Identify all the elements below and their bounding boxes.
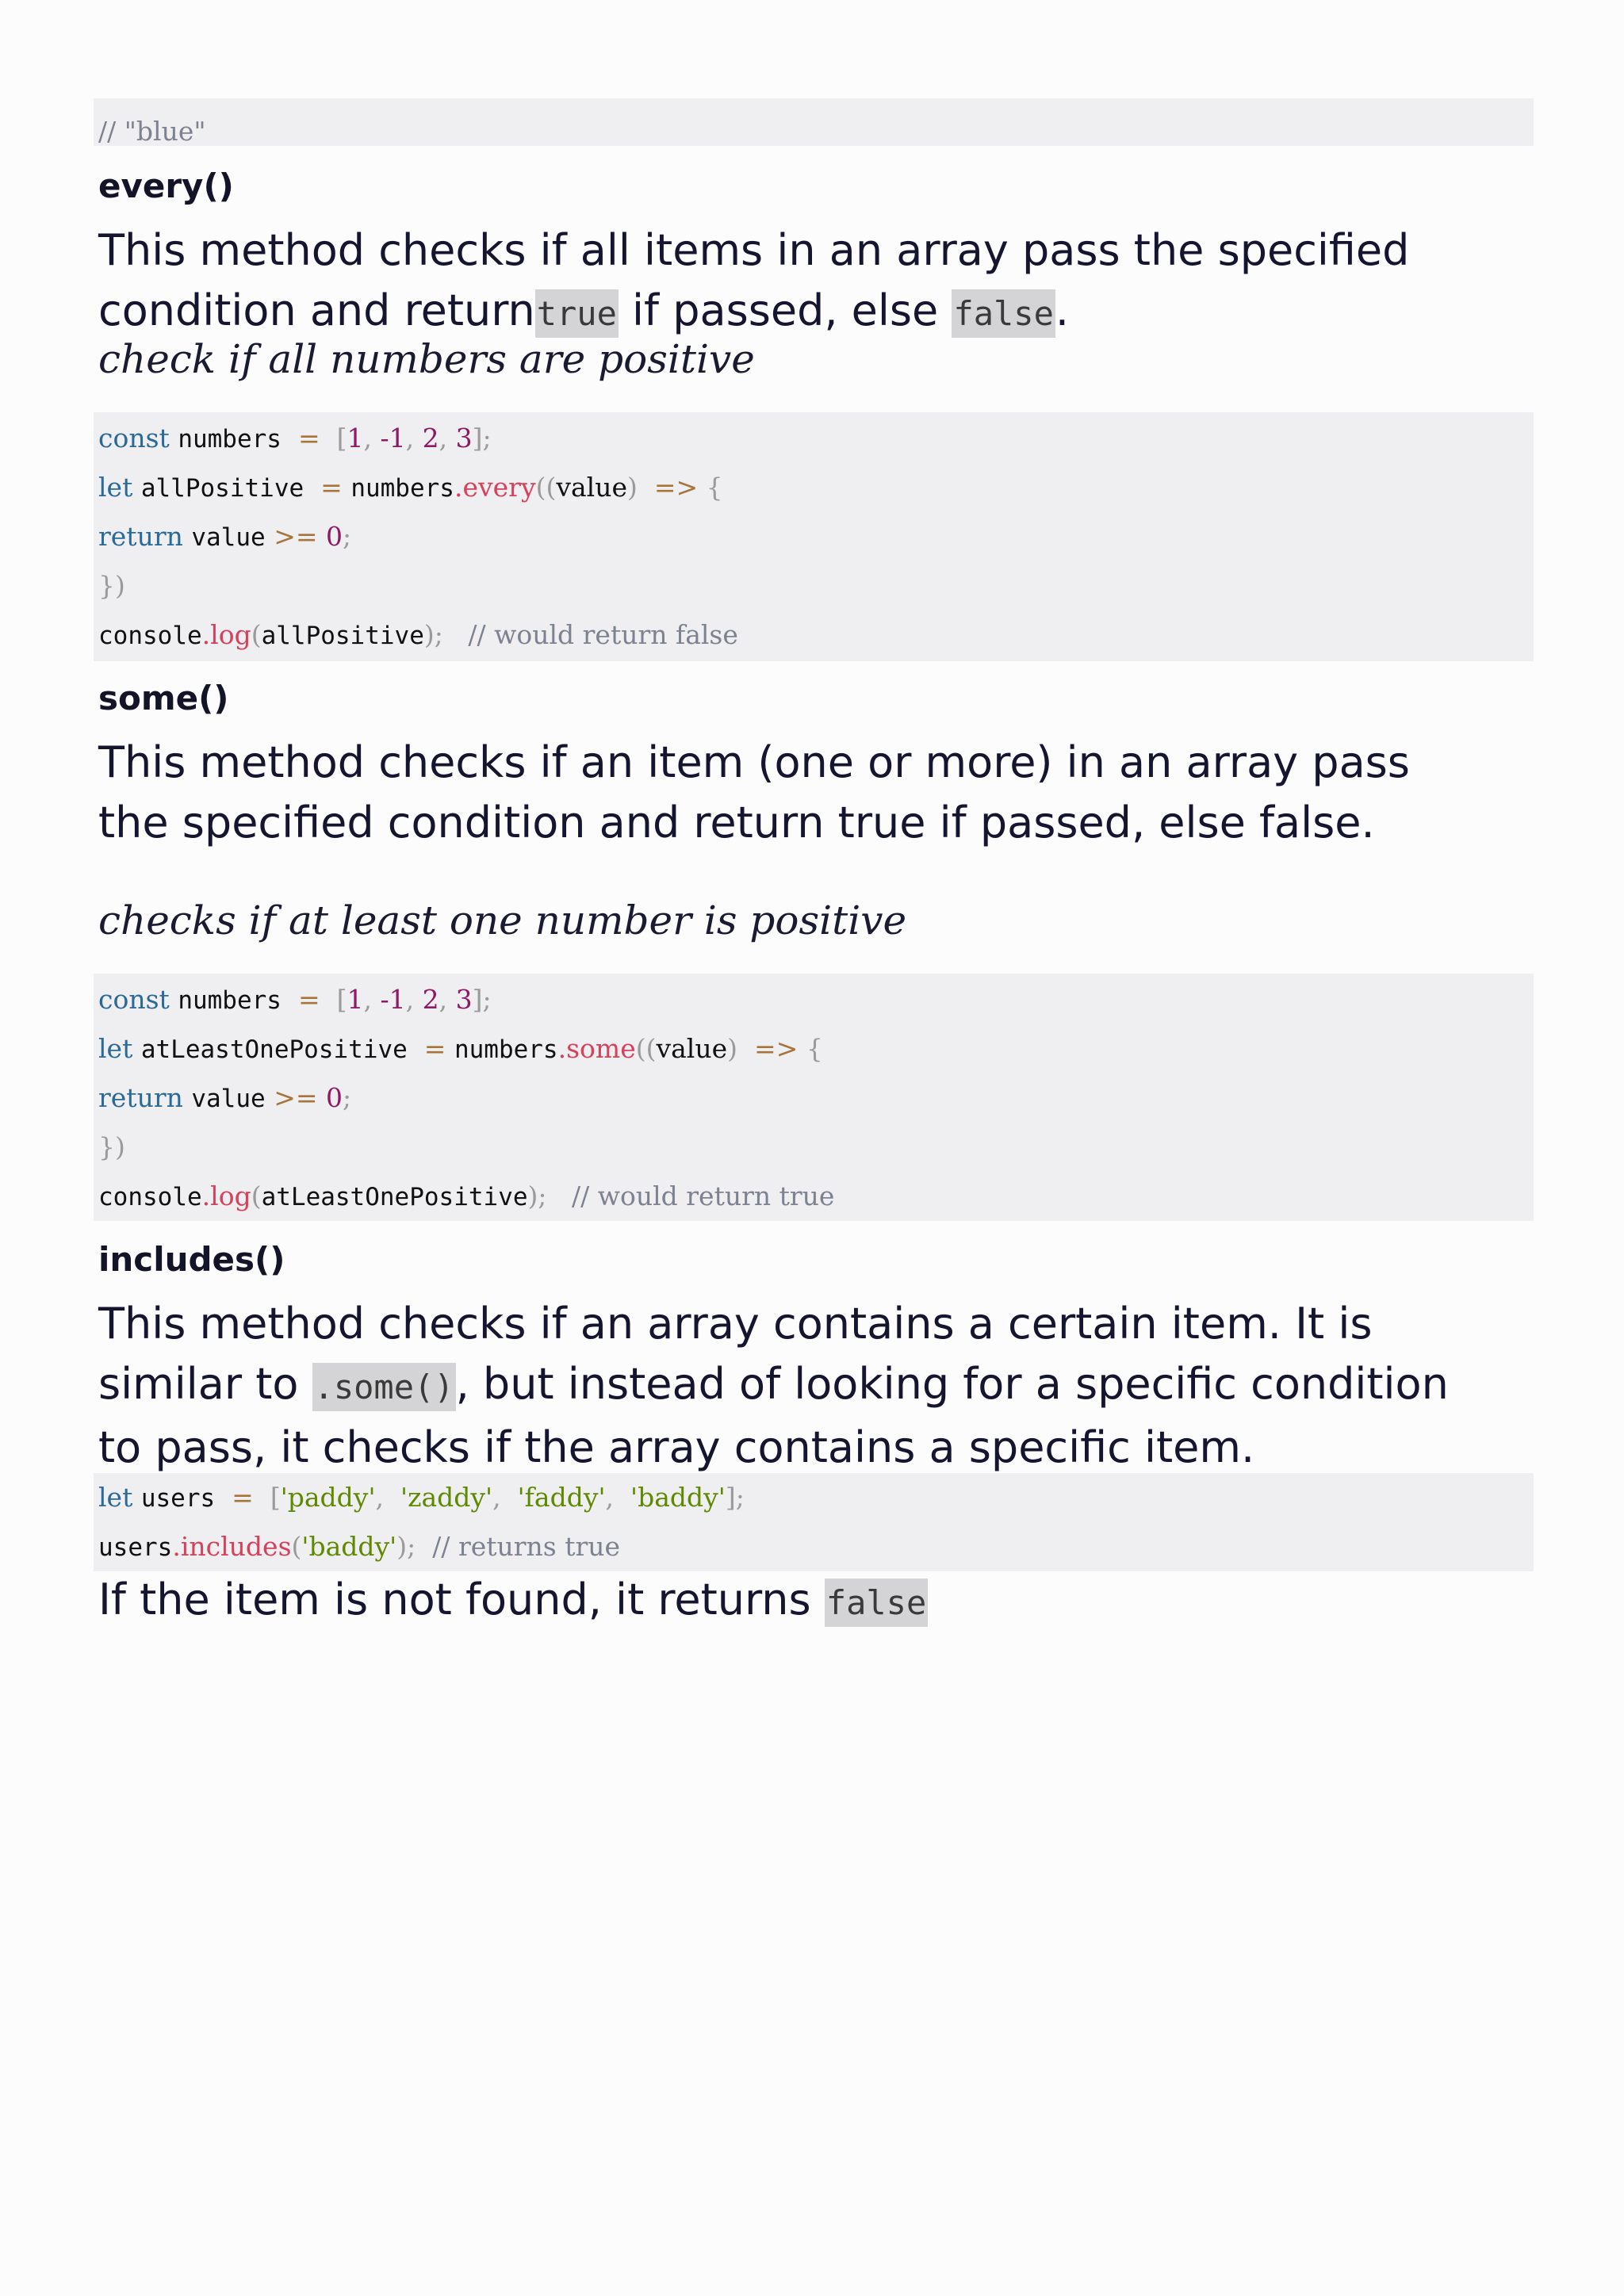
code-line: let users = ['paddy', 'zaddy', 'faddy', 'baddy']; [98, 1482, 745, 1513]
code-string: 'baddy' [301, 1531, 397, 1562]
code-line: const numbers = [1, -1, 2, 3]; [98, 423, 492, 453]
code-line [94, 463, 1534, 512]
code-number: 0 [326, 521, 343, 552]
code-punctuation: ); [527, 1181, 547, 1211]
code-punctuation: { [706, 472, 723, 503]
code-line: const numbers = [1, -1, 2, 3]; [98, 984, 492, 1015]
code-number: 2 [422, 423, 439, 453]
every-heading: every() [98, 166, 234, 205]
code-string: 'faddy' [517, 1482, 606, 1513]
code-identifier: console [98, 1183, 202, 1211]
code-function: some [566, 1033, 636, 1064]
code-punctuation: }) [98, 1131, 125, 1162]
code-punctuation: . [201, 1181, 211, 1211]
code-identifier: numbers [178, 425, 282, 453]
code-string: 'zaddy' [400, 1482, 493, 1513]
includes-desc-text-2: , but instead of looking for a specific condition to pass, it checks if the array contains a specific item. [98, 1359, 1449, 1472]
inline-code-some: .some() [312, 1363, 456, 1411]
inline-code-false: false [952, 289, 1055, 338]
code-punctuation: . [557, 1033, 567, 1064]
code-line [94, 1024, 1534, 1073]
code-line [94, 561, 1534, 610]
code-identifier: numbers [454, 1035, 558, 1064]
includes-heading: includes() [98, 1240, 285, 1279]
code-identifier: value [191, 1085, 266, 1113]
code-identifier: console [98, 622, 202, 650]
code-comment: // returns true [432, 1531, 621, 1562]
includes-footer-text: If the item is not found, it returns [98, 1575, 825, 1624]
code-punctuation: ) [627, 472, 638, 503]
code-parameter: value [656, 1033, 728, 1064]
includes-description [94, 1294, 1478, 1478]
code-line [94, 1123, 1534, 1172]
code-keyword: const [98, 423, 170, 453]
code-identifier: value [191, 523, 266, 552]
every-desc-text-3: . [1055, 285, 1070, 335]
code-punctuation: ; [343, 521, 352, 552]
code-number: 1 [347, 984, 364, 1015]
code-punctuation: (( [535, 472, 557, 503]
code-number: 3 [455, 984, 473, 1015]
code-operator: >= [274, 1082, 318, 1113]
code-punctuation: { [806, 1033, 823, 1064]
every-desc-text-2: if passed, else [618, 285, 952, 335]
includes-footer [94, 1570, 1526, 1633]
code-line [94, 1073, 1534, 1123]
code-punctuation: ]; [472, 423, 492, 453]
code-operator: = [320, 472, 343, 503]
inline-code-true: true [535, 289, 619, 338]
code-identifier: numbers [178, 986, 282, 1015]
code-punctuation: . [454, 472, 463, 503]
code-operator: = [297, 423, 320, 453]
code-identifier: allPositive [140, 474, 304, 503]
code-function: log [210, 1181, 251, 1211]
code-function: every [462, 472, 536, 503]
code-number: 2 [422, 984, 439, 1015]
code-identifier: users [98, 1533, 173, 1562]
code-operator: >= [274, 521, 318, 552]
code-number: -1 [380, 423, 406, 453]
code-punctuation: ]; [472, 984, 492, 1015]
code-punctuation: ); [423, 619, 443, 650]
code-keyword: const [98, 984, 170, 1015]
code-operator: => [653, 472, 699, 503]
code-line [94, 610, 1534, 660]
code-keyword: let [98, 1482, 133, 1513]
code-punctuation: [ [336, 423, 347, 453]
inline-code-false: false [825, 1578, 928, 1627]
code-operator: = [423, 1033, 446, 1064]
code-punctuation: [ [270, 1482, 281, 1513]
code-number: 1 [347, 423, 364, 453]
code-punctuation: ( [251, 1181, 262, 1211]
code-number: 0 [326, 1082, 343, 1113]
code-punctuation: ); [396, 1531, 416, 1562]
every-example-caption: check if all numbers are positive [98, 336, 755, 382]
some-heading: some() [98, 679, 229, 718]
some-example-caption: checks if at least one number is positive [98, 897, 907, 943]
code-number: 3 [455, 423, 473, 453]
code-identifier: atLeastOnePositive [140, 1035, 408, 1064]
code-punctuation: (( [635, 1033, 657, 1064]
code-block-top [94, 98, 1534, 146]
code-punctuation: [ [336, 984, 347, 1015]
code-identifier: numbers [350, 474, 454, 503]
code-block-includes [94, 1473, 1534, 1571]
code-line [94, 1522, 1534, 1571]
code-punctuation: ( [251, 619, 262, 650]
code-punctuation: ( [291, 1531, 302, 1562]
code-operator: = [297, 984, 320, 1015]
code-identifier: allPositive [261, 622, 424, 650]
some-description: This method checks if an item (one or more) in an array pass the specified condition and return true if passed, else false. [98, 737, 1410, 848]
code-string: 'paddy' [280, 1482, 376, 1513]
code-punctuation: ; [343, 1082, 352, 1113]
code-comment: // would return false [468, 619, 738, 650]
code-punctuation: . [201, 619, 211, 650]
code-keyword: let [98, 1033, 133, 1064]
code-parameter: value [556, 472, 627, 503]
code-punctuation: . [172, 1531, 181, 1562]
code-keyword: let [98, 472, 133, 503]
code-identifier: users [140, 1484, 216, 1513]
code-punctuation: ) [727, 1033, 738, 1064]
code-function: log [210, 619, 251, 650]
code-keyword: return [98, 1082, 183, 1113]
code-block-some [94, 974, 1534, 1221]
includes-desc-text: This method checks if an array contains a certain item. It is similar to [98, 1299, 1373, 1409]
code-keyword: return [98, 521, 183, 552]
code-block-every [94, 412, 1534, 661]
code-operator: => [754, 1033, 799, 1064]
code-string: 'baddy' [630, 1482, 726, 1513]
code-number: -1 [380, 984, 406, 1015]
code-comment: // would return true [572, 1181, 835, 1211]
every-desc-text: This method checks if all items in an array pass the specified condition and return [98, 225, 1410, 335]
code-function: includes [180, 1531, 292, 1562]
every-description [94, 220, 1526, 344]
code-punctuation: ]; [725, 1482, 745, 1513]
code-operator: = [232, 1482, 254, 1513]
code-identifier: atLeastOnePositive [261, 1183, 528, 1211]
code-line [94, 1172, 1534, 1221]
code-line [94, 512, 1534, 561]
code-comment: // "blue" [98, 116, 206, 147]
code-punctuation: }) [98, 570, 125, 601]
